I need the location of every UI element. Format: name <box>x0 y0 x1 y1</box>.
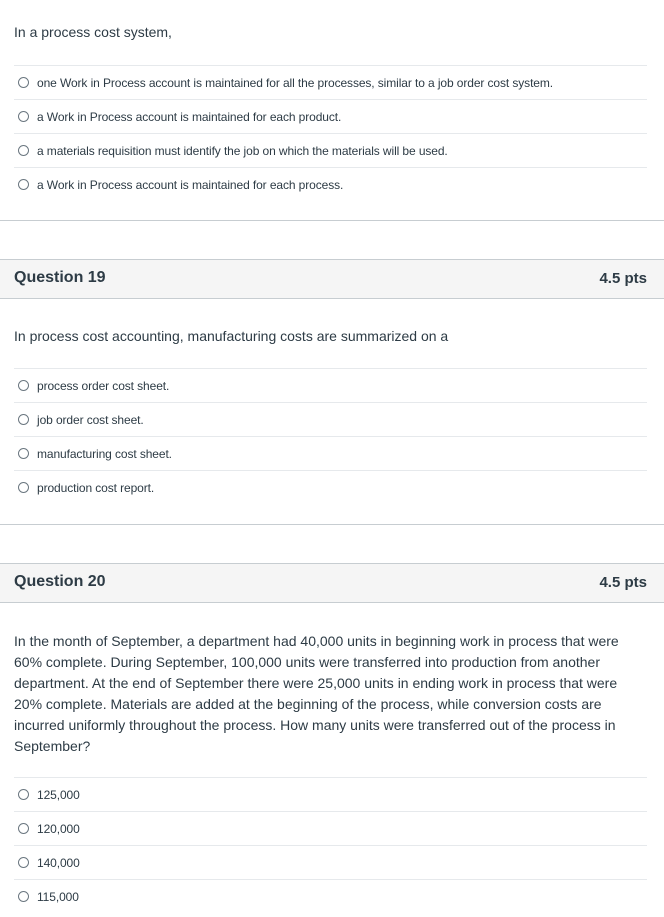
answer-label: manufacturing cost sheet. <box>37 446 172 461</box>
answer-label: a Work in Process account is maintained for each product. <box>37 109 342 124</box>
question-divider <box>0 524 664 525</box>
question-prompt: In a process cost system, <box>14 24 172 40</box>
radio-button[interactable] <box>18 823 29 834</box>
radio-button[interactable] <box>18 179 29 190</box>
answer-label: a materials requisition must identify the job on which the materials will be used. <box>37 143 448 158</box>
question-points: 4.5 pts <box>599 270 647 287</box>
answer-list <box>14 65 647 201</box>
answer-label: 140,000 <box>37 855 80 870</box>
answer-label: 120,000 <box>37 821 80 836</box>
radio-button[interactable] <box>18 111 29 122</box>
radio-button[interactable] <box>18 789 29 800</box>
answer-option[interactable] <box>14 811 647 845</box>
radio-button[interactable] <box>18 482 29 493</box>
answer-option[interactable] <box>14 845 647 879</box>
question-header <box>0 259 664 299</box>
radio-button[interactable] <box>18 77 29 88</box>
answer-option[interactable] <box>14 777 647 811</box>
answer-list <box>14 368 647 504</box>
answer-label: 115,000 <box>37 889 79 904</box>
radio-button[interactable] <box>18 145 29 156</box>
question-points: 4.5 pts <box>599 574 647 591</box>
question-title: Question 20 <box>14 573 106 590</box>
question-header <box>0 563 664 603</box>
answer-option[interactable] <box>14 470 647 504</box>
radio-button[interactable] <box>18 857 29 868</box>
answer-list <box>14 777 647 913</box>
answer-label: job order cost sheet. <box>37 412 144 427</box>
radio-button[interactable] <box>18 414 29 425</box>
question-divider <box>0 220 664 221</box>
answer-label: production cost report. <box>37 480 155 495</box>
question-prompt: In the month of September, a department had 40,000 units in beginning work in process that were 60% complete. During September, 100,000 units were transferred into production from another department. At the end of September there were 25,000 units in ending work in process that were 20% complete. Materials are added at the beginning of the process, while conversion costs are incurred uniformly throughout the process. How many units were transferred out of the process in September? <box>14 633 619 754</box>
answer-option[interactable] <box>14 368 647 402</box>
answer-option[interactable] <box>14 879 647 913</box>
radio-button[interactable] <box>18 380 29 391</box>
answer-option[interactable] <box>14 99 647 133</box>
question-title: Question 19 <box>14 269 106 286</box>
answer-label: a Work in Process account is maintained for each process. <box>37 177 344 192</box>
answer-option[interactable] <box>14 436 647 470</box>
answer-label: one Work in Process account is maintained for all the processes, similar to a job order cost system. <box>37 75 554 90</box>
radio-button[interactable] <box>18 891 29 902</box>
question-prompt: In process cost accounting, manufacturing costs are summarized on a <box>14 328 449 344</box>
answer-option[interactable] <box>14 65 647 99</box>
answer-option[interactable] <box>14 167 647 201</box>
answer-option[interactable] <box>14 133 647 167</box>
answer-label: process order cost sheet. <box>37 378 170 393</box>
answer-label: 125,000 <box>37 787 80 802</box>
answer-option[interactable] <box>14 402 647 436</box>
radio-button[interactable] <box>18 448 29 459</box>
